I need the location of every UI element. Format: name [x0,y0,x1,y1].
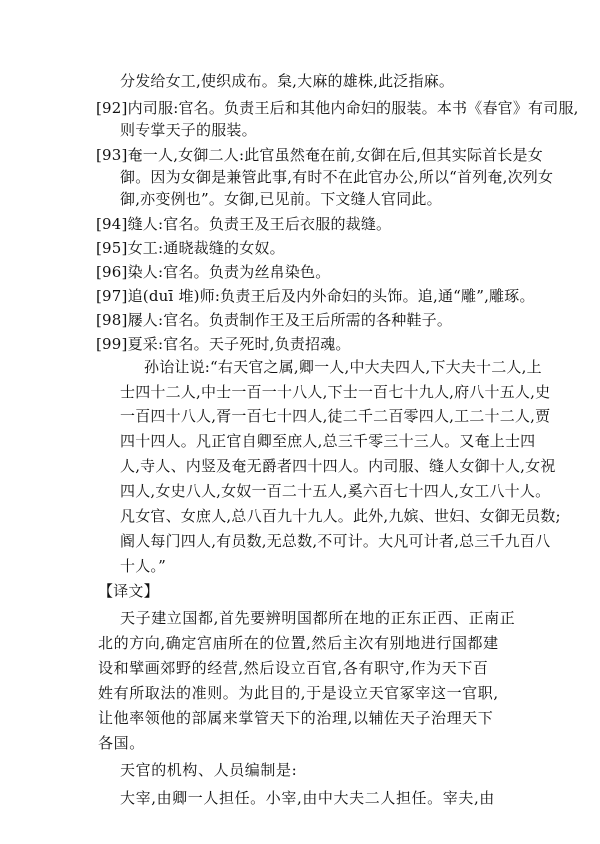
quote-line-5: 人,寺人、内竖及奄无爵者四十四人。内司服、缝人女御十人,女祝 [120,457,556,475]
quote-line-2: 士四十二人,中士一百一十八人,下士一百七十九人,府八十五人,史 [120,383,551,401]
translation-line-4: 姓有所取法的准则。为此目的,于是设立天官冢宰这一官职, [98,684,499,702]
note-99: [99]夏采:官名。天子死时,负责招魂。 [96,335,351,353]
note-93-line-2: 御。因为女御是兼管此事,有时不在此官办公,所以“首列奄,次列女 [120,168,554,186]
translation-line-2: 北的方向,确定宫庙所在的位置,然后主次有别地进行国都建 [98,634,499,652]
note-98: [98]屦人:官名。负责制作王及王后所需的各种鞋子。 [96,311,453,329]
note-97: [97]追(duī 堆)师:负责王后及内外命妇的头饰。追,通“雕”,雕琢。 [96,287,535,305]
text-line-1: 分发给女工,使织成布。枲,大麻的雄株,此泛指麻。 [120,72,455,90]
section-heading-translation: 【译文】 [98,582,159,600]
quote-line-9: 十人。” [120,557,166,575]
quote-line-4: 四十四人。凡正官自卿至庶人,总三千零三十三人。又奄上士四 [120,432,536,450]
quote-line-8: 阍人每门四人,有员数,无总数,不可计。大凡可计者,总三千九百八 [120,532,551,550]
translation-line-1: 天子建立国都,首先要辨明国都所在地的正东正西、正南正 [120,609,516,627]
translation-line-3: 设和擘画郊野的经营,然后设立百官,各有职守,作为天下百 [98,659,489,677]
translation-line-6: 各国。 [98,734,145,752]
note-93-line-1: [93]奄一人,女御二人:此官虽然奄在前,女御在后,但其实际首长是女 [96,146,543,164]
note-92-line-1: [92]内司服:官名。负责王后和其他内命妇的服装。本书《春官》有司服, [96,99,579,117]
quote-line-6: 四人,女史八人,女奴一百二十五人,奚六百七十四人,女工八十人。 [120,482,551,500]
note-95: [95]女工:通晓裁缝的女奴。 [96,239,285,257]
note-96: [96]染人:官名。负责为丝帛染色。 [96,263,331,281]
note-94: [94]缝人:官名。负责王及王后衣服的裁缝。 [96,215,392,233]
quote-line-7: 凡女官、女庶人,总八百九十九人。此外,九嫔、世妇、女御无员数; [120,507,561,525]
quote-line-3: 一百四十八人,胥一百七十四人,徒二千二百零四人,工二十二人,贾 [120,407,551,425]
translation-line-5: 让他率领他的部属来掌管天下的治理,以辅佐天子治理天下 [98,709,494,727]
translation-line-7: 天官的机构、人员编制是: [120,761,298,779]
note-92-line-2: 则专掌天子的服装。 [120,121,257,139]
translation-line-8: 大宰,由卿一人担任。小宰,由中大夫二人担任。宰夫,由 [120,789,495,807]
note-93-line-3: 御,亦变例也”。女御,已见前。下文缝人官同此。 [120,190,442,208]
quote-line-1: 孙诒让说:“右天官之属,卿一人,中大夫四人,下大夫十二人,上 [144,358,542,376]
